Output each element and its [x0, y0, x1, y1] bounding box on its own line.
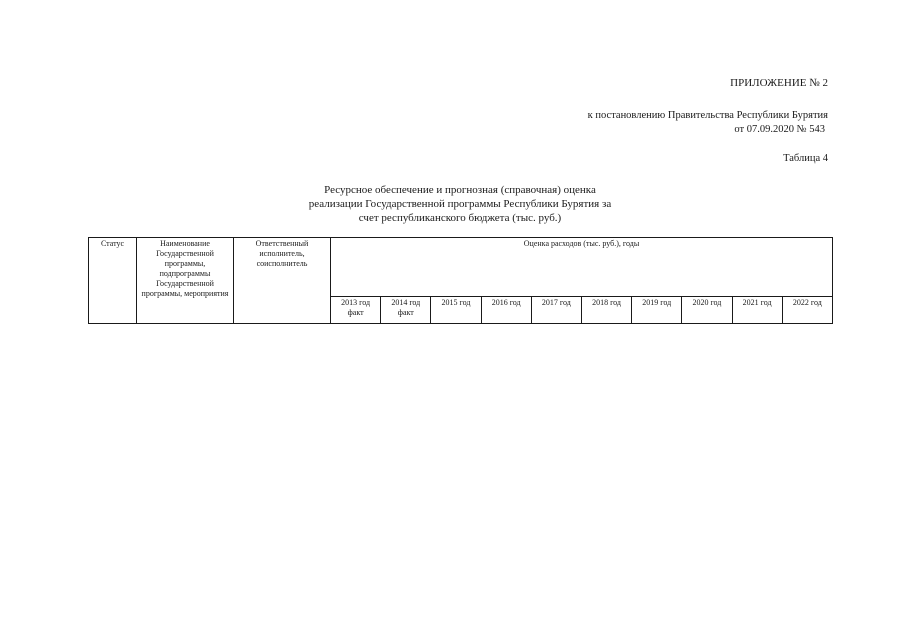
- budget-table: [88, 237, 833, 324]
- year-cell: [632, 297, 682, 324]
- year-cell: [682, 297, 732, 324]
- year-label: 2019 год: [642, 298, 672, 307]
- title-line-2: реализации Государственной программы Республики Бурятия за: [308, 198, 612, 210]
- year-cell: [531, 297, 581, 324]
- year-cell: [431, 297, 481, 324]
- decree-line-1: к постановлению Правительства Республики Бурятия: [587, 110, 828, 121]
- document-title: [260, 183, 660, 225]
- header-status: Статус: [89, 238, 137, 324]
- year-cell: [581, 297, 631, 324]
- year-cell: [331, 297, 381, 324]
- year-label: 2016 год: [491, 298, 521, 307]
- year-label: 2021 год: [742, 298, 772, 307]
- appendix-label: ПРИЛОЖЕНИЕ № 2: [730, 77, 828, 89]
- year-label: 2018 год: [592, 298, 621, 307]
- year-label: 2015 год: [441, 298, 471, 307]
- year-cell: [481, 297, 531, 324]
- table-number: Таблица 4: [783, 153, 828, 164]
- year-note: факт: [347, 308, 364, 317]
- year-label: 2022 год: [792, 298, 822, 307]
- decree-reference: [588, 109, 828, 137]
- year-cell: [782, 297, 832, 324]
- year-label: 2020 год: [692, 298, 722, 307]
- year-label: 2014 год: [391, 298, 421, 307]
- header-executor: Ответственный исполнитель, соисполнитель: [234, 238, 331, 324]
- year-cell: [381, 297, 431, 324]
- header-expenses: Оценка расходов (тыс. руб.), годы: [331, 238, 833, 297]
- title-line-3: счет республиканского бюджета (тыс. руб.): [358, 212, 562, 224]
- decree-line-2: от 07.09.2020 № 543: [734, 124, 825, 135]
- year-note: факт: [397, 308, 414, 317]
- year-label: 2013 год: [341, 298, 371, 307]
- year-label: 2017 год: [541, 298, 571, 307]
- table-header-row: [89, 238, 833, 297]
- header-name: Наименование Государственной программы, подпрограммы Государственной программы, мероприятия: [137, 238, 234, 324]
- title-line-1: Ресурсное обеспечение и прогнозная (справочная) оценка: [324, 184, 596, 196]
- year-cell: [732, 297, 782, 324]
